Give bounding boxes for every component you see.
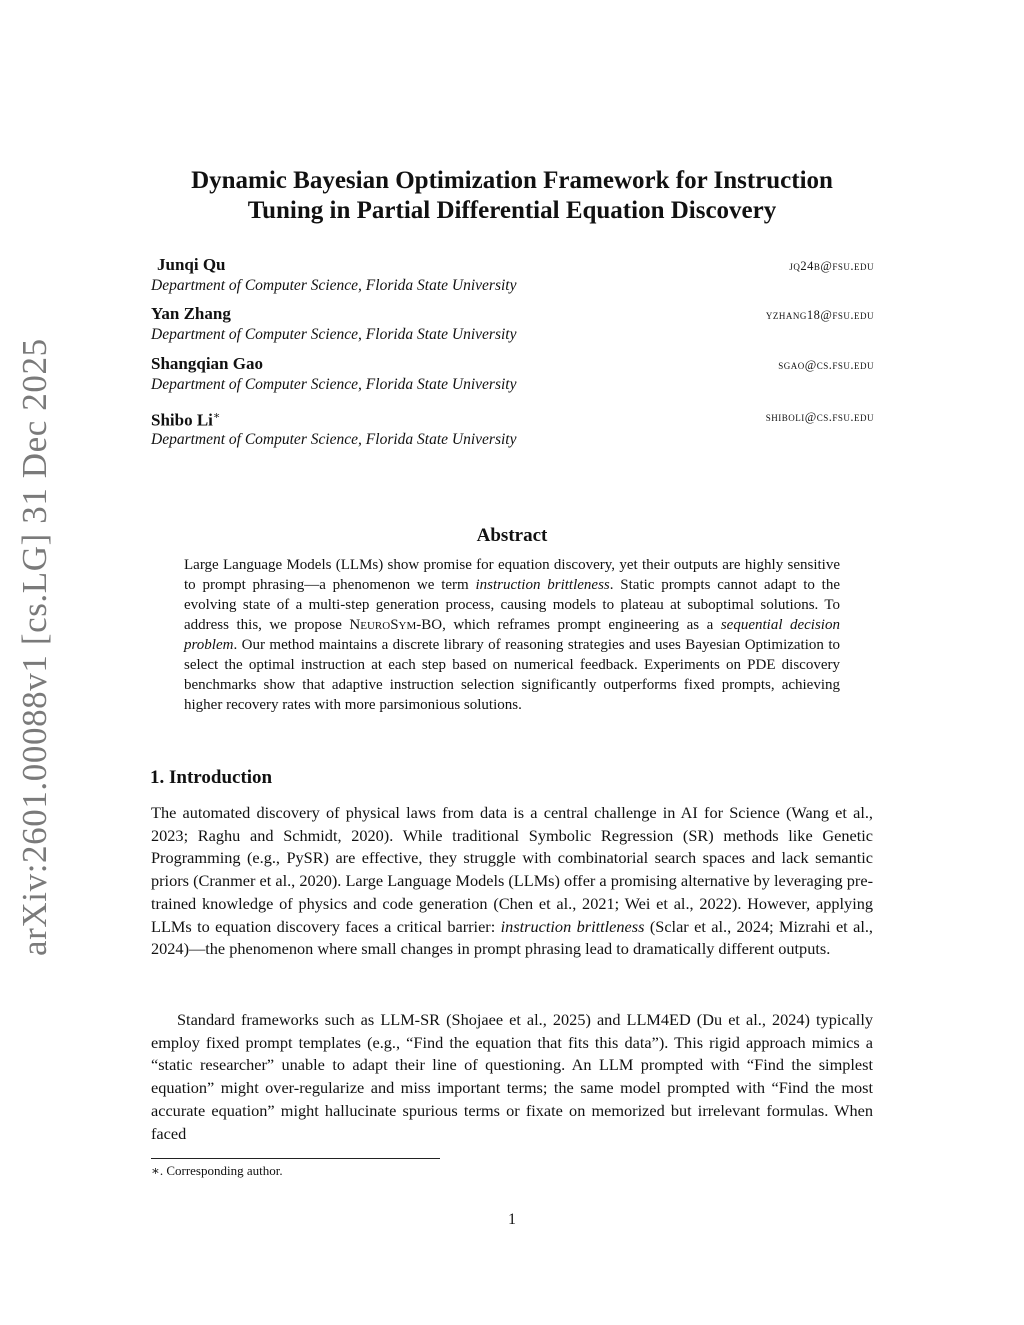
author-name-text: Junqi Qu	[157, 255, 226, 274]
author-name-4	[151, 406, 220, 431]
author-name-text: Shangqian Gao	[151, 354, 263, 373]
footnote-rule	[151, 1158, 440, 1159]
author-email-3[interactable]: sgao@cs.fsu.edu	[778, 358, 874, 372]
author-email-1[interactable]: jq24b@fsu.edu	[789, 259, 874, 273]
section-heading-introduction: 1. Introduction	[150, 767, 273, 788]
footnote: ∗. Corresponding author.	[151, 1163, 283, 1178]
paper-title	[100, 166, 924, 226]
arxiv-identifier-stamp: arXiv:2601.00088v1 [cs.LG] 31 Dec 2025	[15, 338, 54, 956]
paragraph-emphasis: instruction brittleness	[500, 916, 645, 936]
author-affiliation-1: Department of Computer Science, Florida State University	[151, 277, 517, 294]
abstract-text: , which reframes prompt engineering as a	[442, 617, 721, 633]
author-name-text: Yan Zhang	[151, 304, 231, 323]
abstract-body	[184, 555, 840, 715]
method-name: NeuroSym-BO	[349, 617, 443, 633]
abstract-text: . Static prompts cannot adapt to the evolving state of a multi-step generation process, causing models to plateau at suboptimal solutions. To address this, we propose	[184, 577, 840, 633]
abstract-emphasis: sequential decision problem	[184, 617, 840, 653]
author-name-3	[151, 354, 263, 374]
author-name-text: Shibo Li	[151, 410, 213, 430]
paragraph-text: (Sclar et al., 2024; Mizrahi et al., 2024)—the phenomenon where small changes in prompt phrasing lead to dramatically different outputs.	[151, 916, 873, 959]
page-number: 1	[508, 1211, 516, 1228]
abstract-text: Large Language Models (LLMs) show promise for equation discovery, yet their outputs are highly sensitive to prompt phrasing—a phenomenon we term	[184, 557, 840, 593]
abstract-heading: Abstract	[476, 525, 548, 546]
paper-title-line-1: Dynamic Bayesian Optimization Framework for Instruction	[191, 167, 833, 194]
body-paragraph-1	[151, 802, 873, 961]
abstract-emphasis: instruction brittleness	[475, 577, 610, 593]
paragraph-text: The automated discovery of physical laws from data is a central challenge in AI for Science (Wang et al., 2023; Raghu and Schmidt, 2020). While traditional Symbolic Regression (SR) methods like Genetic Programming (e.g., PySR) are effective, they struggle with combinatorial search spaces and lack semantic priors (Cranmer et al., 2020). Large Language Models (LLMs) offer a promising alternative by leveraging pre-trained knowledge of physics and code generation (Chen et al., 2021; Wei et al., 2022). However, applying LLMs to equation discovery faces a critical barrier:	[151, 803, 873, 936]
body-paragraph-2: Standard frameworks such as LLM-SR (Shojaee et al., 2025) and LLM4ED (Du et al., 2024) typically employ fixed prompt templates (e.g., “Find the equation that fits this data”). This rigid approach mimics a “static researcher” unable to adapt their line of questioning. An LLM prompted with “Find the simplest equation” might over-regularize and miss important terms; the same model prompted with “Find the most accurate equation” might hallucinate spurious terms or fixate on memorized but irrelevant formulas. When faced	[151, 1010, 873, 1143]
abstract-text: . Our method maintains a discrete library of reasoning strategies and uses Bayesian Optimization to select the optimal instruction at each step based on numerical feedback. Experiments on PDE discovery benchmarks show that adaptive instruction selection significantly outperforms fixed prompts, achieving higher recovery rates with more parsimonious solutions.	[184, 637, 840, 713]
author-affiliation-4: Department of Computer Science, Florida State University	[151, 431, 517, 448]
author-affiliation-3: Department of Computer Science, Florida State University	[151, 376, 517, 393]
paper-title-line-2: Tuning in Partial Differential Equation Discovery	[247, 197, 777, 224]
author-email-4[interactable]: shiboli@cs.fsu.edu	[765, 410, 874, 424]
author-name-1	[157, 255, 226, 275]
author-email-2[interactable]: yzhang18@fsu.edu	[765, 308, 874, 322]
author-affiliation-2: Department of Computer Science, Florida State University	[151, 326, 517, 343]
corresponding-author-marker: ∗	[212, 410, 221, 422]
author-name-2	[151, 304, 231, 324]
